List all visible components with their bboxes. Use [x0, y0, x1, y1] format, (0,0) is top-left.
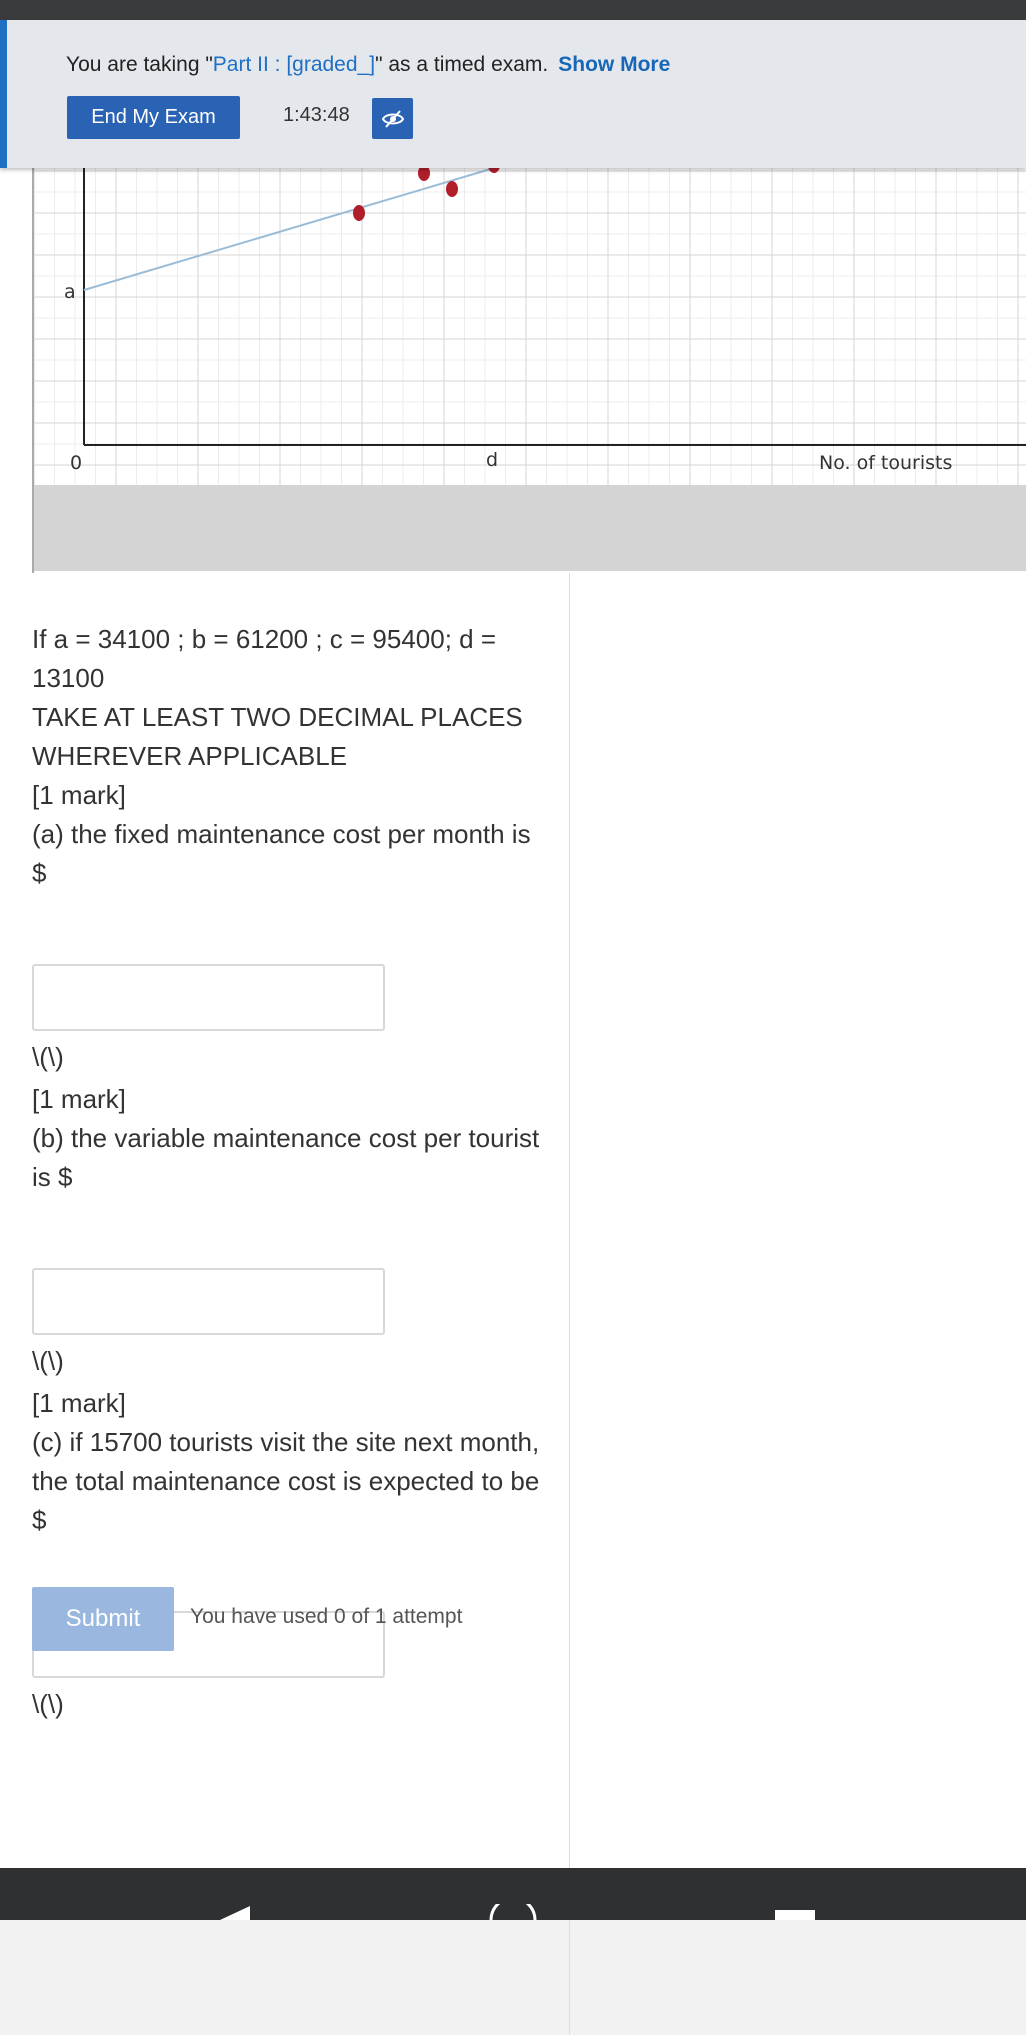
part-b-question: (b) the variable maintenance cost per tourist is $	[32, 1123, 540, 1192]
data-point	[418, 168, 430, 181]
navigation-bar	[0, 1868, 1026, 1920]
data-point	[353, 205, 365, 221]
toggle-timer-button[interactable]	[372, 98, 413, 139]
origin-label: 0	[70, 452, 83, 474]
part-a-question: (a) the fixed maintenance cost per month is $	[32, 819, 531, 888]
part-b-answer-input[interactable]	[32, 1268, 385, 1335]
part-a-mark: [1 mark]	[32, 780, 126, 810]
instruction-text: TAKE AT LEAST TWO DECIMAL PLACES WHEREVER APPLICABLE	[32, 702, 523, 771]
exam-banner	[0, 20, 1026, 168]
data-point	[488, 168, 500, 173]
regression-line	[84, 168, 494, 290]
banner-message: You are taking "Part II : [graded_]" as a timed exam. Show More	[66, 53, 671, 76]
show-more-link[interactable]: Show More	[558, 53, 671, 76]
part-c-question: (c) if 15700 tourists visit the site next month, the total maintenance cost is expected to be $	[32, 1427, 540, 1535]
x-axis-label: No. of tourists	[819, 452, 953, 474]
part-b-mark: [1 mark]	[32, 1084, 126, 1114]
given-values: If a = 34100 ; b = 61200 ; c = 95400; d = 13100	[32, 624, 497, 693]
recents-icon[interactable]	[775, 1910, 815, 1920]
part-c-mark: [1 mark]	[32, 1388, 126, 1418]
back-icon[interactable]	[220, 1906, 250, 1920]
attempts-text: You have used 0 of 1 attempt	[190, 1605, 463, 1628]
part-c-latex: \(\)	[32, 1689, 64, 1719]
x-tick-label: d	[485, 449, 499, 471]
home-icon[interactable]	[488, 1904, 538, 1920]
status-bar	[0, 0, 1026, 20]
y-tick-label: a	[64, 281, 76, 303]
chart-footer-band	[32, 485, 1026, 571]
part-a-answer-input[interactable]	[32, 964, 385, 1031]
chart-svg	[34, 168, 1026, 488]
data-point	[446, 181, 458, 197]
exam-name-link[interactable]: Part II : [graded_]	[212, 53, 376, 76]
part-a-latex: \(\)	[32, 1042, 64, 1072]
column-divider	[569, 573, 570, 2035]
exam-timer: 1:43:48	[283, 104, 350, 126]
submit-button[interactable]: Submit	[32, 1587, 174, 1651]
end-exam-button[interactable]: End My Exam	[67, 96, 240, 139]
part-b-latex: \(\)	[32, 1346, 64, 1376]
eye-slash-icon	[381, 107, 405, 131]
